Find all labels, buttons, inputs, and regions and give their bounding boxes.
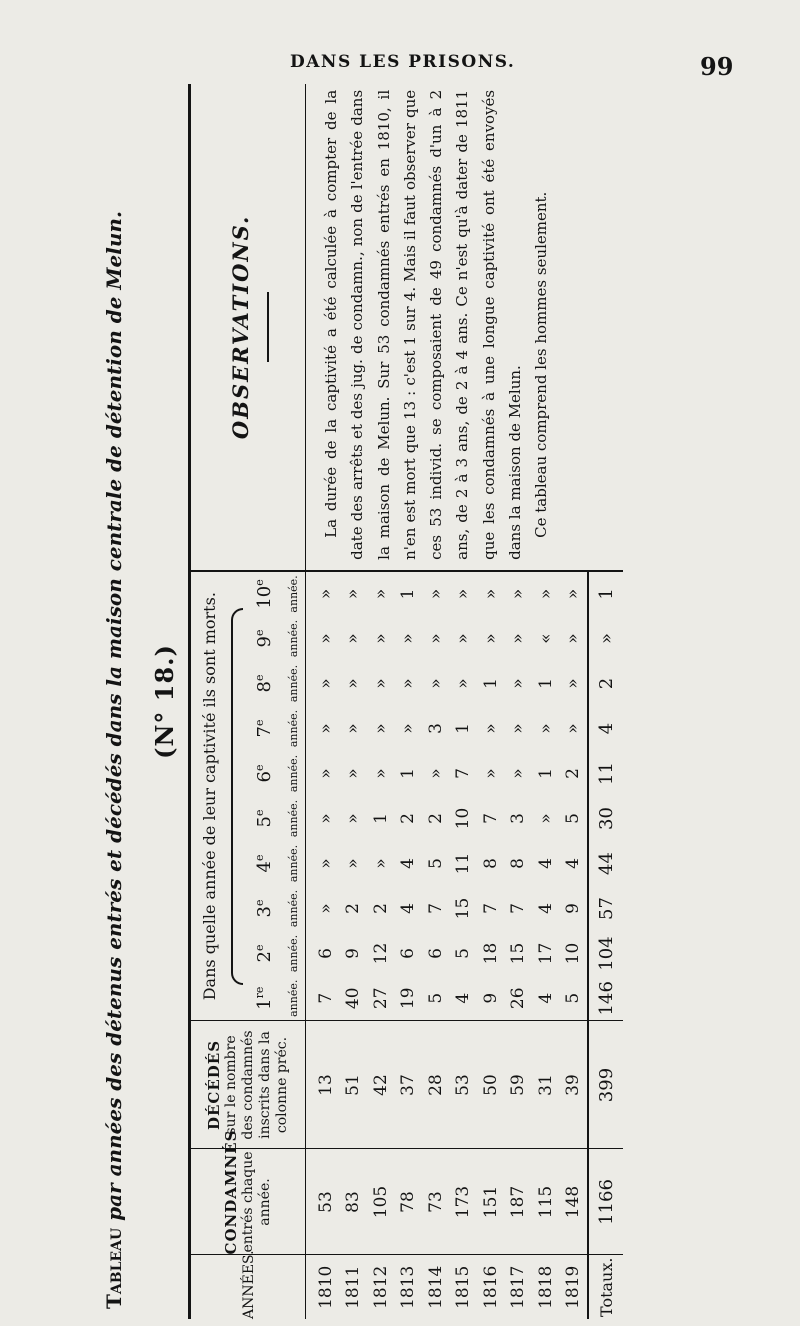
header-year-9: 9e (253, 629, 275, 648)
cell-deaths-year-10: » (370, 588, 391, 600)
cell-deaths-year-8: » (370, 678, 391, 689)
cell-deaths-year-4: 8 (480, 858, 501, 869)
cell-decedes: 28 (422, 1021, 450, 1149)
cell-deaths-year-3: 15 (453, 897, 474, 920)
cell-deaths-year-1: 5 (422, 976, 450, 1021)
cell-deaths-year-1: 40 (340, 976, 368, 1021)
header-year-of-captivity: Dans quelle année de leur captivité ils sont morts. (191, 571, 227, 1021)
cell-deaths-year-7: » (563, 723, 584, 734)
cell-condamnes: 73 (422, 1149, 450, 1255)
cell-deaths-year-3: 7 (480, 903, 501, 914)
cell-deaths-year-10: » (425, 588, 446, 600)
header-year-word: année. (281, 661, 306, 706)
cell-deaths-year-6: » (508, 768, 529, 779)
cell-deaths-year-6: 7 (453, 768, 474, 779)
header-year-7: 7e (253, 719, 275, 738)
page-header (0, 0, 800, 84)
cell-deaths-year-5: 2 (425, 813, 446, 824)
header-condamnes: CONDAMNÉS entrés chaque année. (191, 1149, 306, 1255)
rotated-table-block (100, 84, 760, 1319)
cell-decedes: 37 (395, 1021, 423, 1149)
cell-deaths-year-2: 17 (535, 942, 556, 965)
header-year-word: année. (281, 976, 306, 1021)
cell-deaths-year-4: 4 (398, 858, 419, 869)
header-year-word: année. (281, 616, 306, 661)
cell-deaths-year-10: » (343, 588, 364, 600)
cell-deaths-year-3: 7 (425, 903, 446, 914)
header-year-4: 4e (253, 854, 275, 873)
cell-deaths-year-5: 10 (453, 807, 474, 830)
cell-deaths-year-8: 1 (535, 678, 556, 689)
cell-deaths-year-3: 2 (370, 903, 391, 914)
total-deaths-year-3: 57 (588, 886, 623, 931)
cell-deaths-year-1: 26 (505, 976, 533, 1021)
header-year-8: 8e (253, 674, 275, 693)
cell-deaths-year-2: 18 (480, 942, 501, 965)
cell-decedes: 13 (306, 1021, 340, 1149)
cell-deaths-year-8: 1 (480, 678, 501, 689)
cell-deaths-year-6: 1 (398, 768, 419, 779)
cell-deaths-year-3: » (315, 903, 336, 914)
table-title (102, 211, 126, 1309)
cell-condamnes: 78 (395, 1149, 423, 1255)
cell-deaths-year-8: » (315, 678, 336, 689)
cell-deaths-year-8: » (425, 678, 446, 689)
cell-deaths-year-3: 4 (535, 903, 556, 914)
cell-deaths-year-4: 11 (453, 852, 474, 875)
header-brace (227, 571, 247, 1021)
cell-annee: 1816 (480, 1265, 501, 1309)
cell-deaths-year-7: » (535, 723, 556, 734)
cell-deaths-year-8: » (508, 678, 529, 689)
cell-deaths-year-8: » (398, 678, 419, 689)
cell-deaths-year-6: » (480, 768, 501, 779)
cell-deaths-year-2: 12 (370, 942, 391, 965)
cell-deaths-year-10: » (453, 588, 474, 600)
header-observations: OBSERVATIONS. (191, 84, 306, 571)
cell-deaths-year-5: » (343, 813, 364, 824)
cell-deaths-year-2: 6 (398, 948, 419, 959)
cell-condamnes: 187 (505, 1149, 533, 1255)
cell-deaths-year-4: 8 (508, 858, 529, 869)
total-deaths-year-8: 2 (588, 661, 623, 706)
cell-annee: 1812 (370, 1265, 391, 1309)
cell-deaths-year-5: 3 (508, 813, 529, 824)
cell-decedes: 51 (340, 1021, 368, 1149)
cell-deaths-year-6: » (315, 768, 336, 779)
cell-deaths-year-4: » (343, 858, 364, 869)
cell-condamnes: 53 (306, 1149, 340, 1255)
header-year-word: année. (281, 706, 306, 751)
cell-deaths-year-1: 4 (532, 976, 560, 1021)
header-annees: ANNÉES. (191, 1255, 306, 1319)
cell-decedes: 31 (532, 1021, 560, 1149)
cell-deaths-year-10: » (535, 588, 556, 600)
cell-condamnes: 173 (450, 1149, 478, 1255)
cell-condamnes: 83 (340, 1149, 368, 1255)
header-year-3: 3e (253, 899, 275, 918)
cell-deaths-year-9: » (480, 633, 501, 644)
cell-deaths-year-9: » (315, 633, 336, 644)
cell-deaths-year-5: 2 (398, 813, 419, 824)
cell-deaths-year-4: » (315, 858, 336, 869)
table-row (306, 84, 340, 1319)
cell-deaths-year-3: 4 (398, 903, 419, 914)
cell-deaths-year-6: 2 (563, 768, 584, 779)
header-decedes: DÉCÉDÉS sur le nombre des condamnés inscrits dans la colonne préc. (191, 1021, 306, 1149)
total-deaths-year-7: 4 (588, 706, 623, 751)
cell-deaths-year-8: » (343, 678, 364, 689)
cell-deaths-year-10: » (315, 588, 336, 600)
cell-deaths-year-4: 5 (425, 858, 446, 869)
cell-condamnes: 105 (367, 1149, 395, 1255)
header-year-word: année. (281, 841, 306, 886)
cell-deaths-year-10: » (508, 588, 529, 600)
cell-deaths-year-1: 4 (450, 976, 478, 1021)
cell-deaths-year-10: » (563, 588, 584, 600)
cell-deaths-year-9: » (563, 633, 584, 644)
cell-deaths-year-9: » (508, 633, 529, 644)
cell-deaths-year-9: » (425, 633, 446, 644)
total-deaths-year-10: 1 (588, 571, 623, 616)
cell-deaths-year-6: 1 (535, 768, 556, 779)
cell-deaths-year-9: « (535, 633, 556, 644)
cell-deaths-year-1: 7 (306, 976, 340, 1021)
cell-deaths-year-7: » (398, 723, 419, 734)
cell-deaths-year-9: » (370, 633, 391, 644)
cell-deaths-year-3: 7 (508, 903, 529, 914)
table-title-lead: Tableau (102, 1227, 126, 1309)
cell-deaths-year-2: 9 (343, 948, 364, 959)
header-year-word: année. (281, 931, 306, 976)
cell-deaths-year-1: 19 (395, 976, 423, 1021)
cell-deaths-year-7: » (343, 723, 364, 734)
cell-deaths-year-8: » (563, 678, 584, 689)
cell-deaths-year-9: » (453, 633, 474, 644)
cell-deaths-year-5: » (315, 813, 336, 824)
table-title-rest: par années des détenus entrés et décédés dans la maison centrale de détention de Melun. (102, 211, 126, 1228)
table-number: (N° 18.) (150, 644, 179, 759)
cell-deaths-year-5: 5 (563, 813, 584, 824)
header-year-word: année. (281, 571, 306, 616)
total-deaths-year-9: » (588, 616, 623, 661)
header-year-1: 1re (247, 976, 281, 1021)
running-head: DANS LES PRISONS. (290, 52, 516, 72)
cell-condamnes: 115 (532, 1149, 560, 1255)
cell-deaths-year-10: » (480, 588, 501, 600)
cell-deaths-year-9: » (398, 633, 419, 644)
cell-deaths-year-7: » (508, 723, 529, 734)
cell-annee: 1814 (425, 1265, 446, 1309)
cell-condamnes: 148 (560, 1149, 589, 1255)
cell-deaths-year-5: 1 (370, 813, 391, 824)
totals-label: Totaux. (588, 1255, 623, 1319)
total-deaths-year-4: 44 (588, 841, 623, 886)
header-year-2: 2e (253, 944, 275, 963)
observations-text (306, 84, 624, 571)
cell-deaths-year-2: 15 (508, 942, 529, 965)
total-condamnes: 1166 (588, 1149, 623, 1255)
cell-annee: 1811 (343, 1265, 364, 1309)
cell-deaths-year-1: 9 (477, 976, 505, 1021)
header-year-word: année. (281, 751, 306, 796)
cell-deaths-year-2: 6 (425, 948, 446, 959)
page-number: 99 (700, 52, 734, 81)
total-decedes: 399 (588, 1021, 623, 1149)
cell-decedes: 39 (560, 1021, 589, 1149)
observations-rule (267, 292, 269, 362)
total-deaths-year-2: 104 (588, 931, 623, 976)
cell-condamnes: 151 (477, 1149, 505, 1255)
cell-deaths-year-10: 1 (398, 588, 419, 600)
observations-paragraph: Ce tableau comprend les hommes seulement. (532, 191, 551, 538)
header-year-word: année. (281, 886, 306, 931)
cell-annee: 1817 (508, 1265, 529, 1309)
cell-deaths-year-4: 4 (563, 858, 584, 869)
cell-deaths-year-6: » (343, 768, 364, 779)
cell-annee: 1815 (453, 1265, 474, 1309)
cell-deaths-year-6: » (370, 768, 391, 779)
cell-deaths-year-9: » (343, 633, 364, 644)
cell-deaths-year-3: 9 (563, 903, 584, 914)
cell-annee: 1818 (535, 1265, 556, 1309)
cell-deaths-year-6: » (425, 768, 446, 779)
cell-deaths-year-1: 27 (367, 976, 395, 1021)
cell-annee: 1810 (315, 1265, 336, 1309)
observations-paragraph: La durée de la captivité a été calculée à compter de la date des arrêts et des jug. de condamn., non de l'entrée dans la maison de Melun. Sur 53 condamnés entrés en 1810, il n'en est mort que 13 : c'est 1 sur 4. Mais il faut observer que ces 53 individ. se composaient de 49 condamnés d'un à 2 ans, de 2 à 3 ans, de 2 à 4 ans. Ce n'est qu'à dater de 1811 que les condamnés à une longue captivité ont été envoyés dans la maison de Melun. (322, 89, 525, 560)
cell-decedes: 42 (367, 1021, 395, 1149)
cell-deaths-year-7: 3 (425, 723, 446, 734)
cell-deaths-year-4: 4 (535, 858, 556, 869)
total-deaths-year-6: 11 (588, 751, 623, 796)
header-year-5: 5e (253, 809, 275, 828)
cell-annee: 1819 (563, 1265, 584, 1309)
total-deaths-year-5: 30 (588, 796, 623, 841)
total-deaths-year-1: 146 (588, 976, 623, 1021)
cell-deaths-year-7: 1 (453, 723, 474, 734)
cell-deaths-year-8: » (453, 678, 474, 689)
cell-decedes: 53 (450, 1021, 478, 1149)
cell-deaths-year-7: » (315, 723, 336, 734)
cell-deaths-year-7: » (480, 723, 501, 734)
mortality-table (191, 84, 623, 1319)
header-year-10: 10e (253, 579, 275, 609)
cell-deaths-year-5: 7 (480, 813, 501, 824)
cell-deaths-year-3: 2 (343, 903, 364, 914)
cell-deaths-year-4: » (370, 858, 391, 869)
cell-deaths-year-2: 5 (453, 948, 474, 959)
header-year-word: année. (281, 796, 306, 841)
cell-deaths-year-2: 6 (315, 948, 336, 959)
cell-decedes: 50 (477, 1021, 505, 1149)
cell-deaths-year-2: 10 (563, 942, 584, 965)
cell-deaths-year-1: 5 (560, 976, 589, 1021)
cell-deaths-year-7: » (370, 723, 391, 734)
cell-deaths-year-5: » (535, 813, 556, 824)
header-year-6: 6e (253, 764, 275, 783)
cell-decedes: 59 (505, 1021, 533, 1149)
cell-annee: 1813 (398, 1265, 419, 1309)
